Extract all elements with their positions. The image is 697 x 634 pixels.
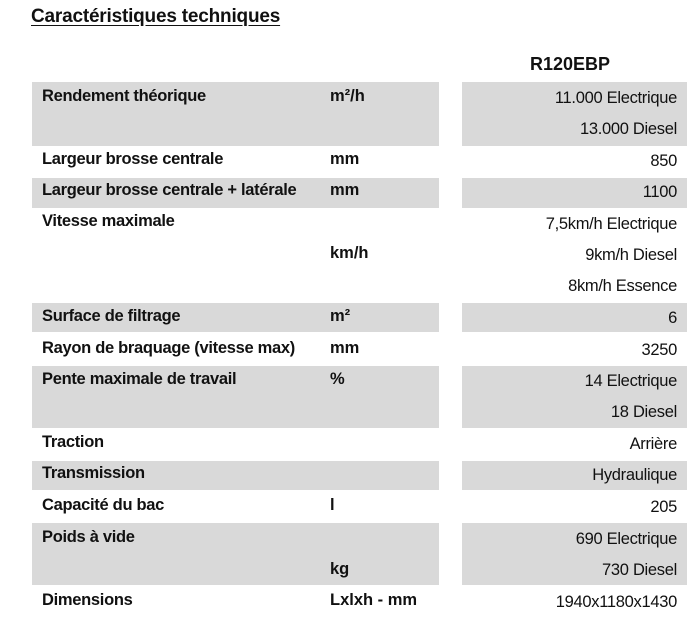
spec-unit: mm (330, 181, 360, 199)
spec-value: Arrière (629, 435, 677, 453)
spec-row-capacite-bac (0, 492, 697, 521)
spec-unit: km/h (330, 244, 369, 262)
spec-row-surface-filtrage (0, 303, 697, 332)
spec-value: Hydraulique (592, 466, 677, 484)
spec-label: Pente maximale de travail (42, 370, 237, 388)
spec-row-largeur-brosse-laterale (0, 178, 697, 208)
spec-unit: Lxlxh - mm (330, 591, 418, 609)
spec-unit: l (330, 496, 335, 514)
spec-value: 3250 (641, 341, 677, 359)
spec-unit: m²/h (330, 87, 365, 105)
spec-label: Rendement théorique (42, 87, 206, 105)
spec-value: 730 Diesel (602, 561, 677, 579)
page-title: Caractéristiques techniques (31, 6, 281, 27)
spec-row-rayon-braquage (0, 335, 697, 364)
spec-value: 205 (650, 498, 677, 516)
spec-label: Transmission (42, 464, 145, 482)
spec-unit: mm (330, 150, 360, 168)
spec-row-rendement (0, 82, 697, 146)
spec-unit: % (330, 370, 345, 388)
spec-value: 11.000 Electrique (554, 89, 677, 107)
spec-label: Largeur brosse centrale + latérale (42, 181, 297, 199)
spec-row-poids (0, 523, 697, 585)
spec-row-dimensions (0, 587, 697, 617)
spec-label: Largeur brosse centrale (42, 150, 224, 168)
spec-row-largeur-brosse (0, 149, 697, 178)
spec-label: Rayon de braquage (vitesse max) (42, 339, 295, 357)
model-header: R120EBP (529, 54, 611, 74)
spec-unit: m² (330, 307, 351, 325)
spec-value: 9km/h Diesel (585, 246, 677, 264)
spec-value: 14 Electrique (584, 372, 677, 390)
spec-value: 7,5km/h Electrique (545, 215, 677, 233)
spec-label: Poids à vide (42, 528, 135, 546)
spec-value: 850 (650, 152, 677, 170)
spec-row-pente (0, 366, 697, 428)
spec-value: 1100 (642, 183, 677, 201)
spec-row-vitesse (0, 208, 697, 302)
spec-label: Dimensions (42, 591, 133, 609)
spec-unit: kg (330, 560, 350, 578)
spec-value: 18 Diesel (610, 403, 677, 421)
spec-label: Traction (42, 433, 104, 451)
spec-value: 1940x1180x1430 (555, 593, 677, 611)
spec-value: 13.000 Diesel (579, 120, 677, 138)
spec-value: 690 Electrique (575, 530, 677, 548)
spec-value: 6 (668, 309, 677, 327)
spec-value: 8km/h Essence (568, 277, 677, 295)
spec-label: Vitesse maximale (42, 212, 175, 230)
spec-row-transmission (0, 461, 697, 490)
spec-row-traction (0, 430, 697, 460)
spec-label: Capacité du bac (42, 496, 165, 514)
row-shade-right (462, 303, 687, 332)
spec-unit: mm (330, 339, 360, 357)
spec-label: Surface de filtrage (42, 307, 181, 325)
